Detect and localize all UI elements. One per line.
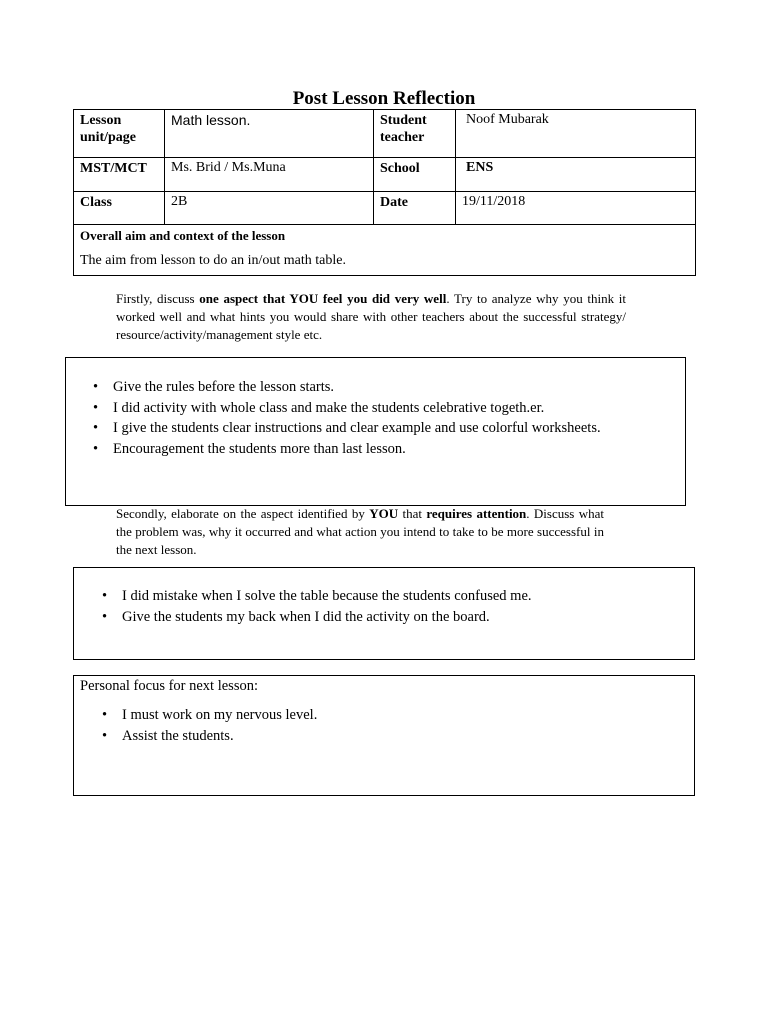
list-item: • Encouragement the students more than last lesson.: [87, 439, 685, 460]
list-item: • Assist the students.: [96, 726, 694, 747]
class-label: Class: [74, 192, 165, 225]
personal-focus-list: [96, 705, 694, 746]
school-value: ENS: [456, 158, 696, 192]
mst-label: MST/MCT: [74, 158, 165, 192]
mst-value: Ms. Brid / Ms.Muna: [165, 158, 374, 192]
lesson-unit-value: Math lesson.: [165, 110, 374, 158]
prompt-text: Firstly, discuss: [116, 291, 200, 306]
list-item: • Give the rules before the lesson starts.: [87, 377, 685, 398]
table-row: [74, 110, 696, 158]
attention-list: [96, 586, 694, 627]
prompt-text: . Discuss what the problem was, why it occurred and what action you intend to take to be more successful in the next lesson.: [116, 506, 605, 557]
prompt-text: that: [398, 506, 427, 521]
personal-focus-box: [73, 675, 695, 796]
table-row: [74, 158, 696, 192]
list-item: • I give the students clear instructions and clear example and use colorful worksheets.: [87, 418, 685, 439]
personal-focus-label: Personal focus for next lesson:: [80, 678, 258, 694]
student-teacher-label: Student teacher: [374, 110, 456, 158]
class-value: 2B: [165, 192, 374, 225]
lesson-unit-label: Lesson unit/page: [74, 110, 165, 158]
list-item: • Give the students my back when I did the activity on the board.: [96, 607, 694, 628]
prompt-emphasis: one aspect that YOU feel you did very well: [199, 291, 447, 306]
attention-box: [73, 567, 695, 660]
date-value: 19/11/2018: [456, 192, 696, 225]
prompt-did-well: [116, 290, 626, 344]
lesson-info-table: [73, 109, 696, 276]
prompt-attention: [116, 505, 604, 559]
list-item: • I must work on my nervous level.: [96, 705, 694, 726]
prompt-text: . Try to analyze why you think it worked well and what hints you would share with other teachers about the successful strategy/ resource/activity/management style etc.: [116, 291, 626, 342]
did-well-box: [65, 357, 686, 506]
prompt-text: Secondly, elaborate on the aspect identified by: [116, 506, 370, 521]
page-title: Post Lesson Reflection: [292, 88, 476, 109]
prompt-emphasis: YOU: [369, 506, 399, 521]
aim-label: Overall aim and context of the lesson: [80, 228, 286, 243]
list-item: • I did activity with whole class and make the students celebrative togeth.er.: [87, 398, 685, 419]
student-teacher-value: Noof Mubarak: [456, 110, 696, 158]
prompt-emphasis: requires attention: [426, 506, 527, 521]
date-label: Date: [374, 192, 456, 225]
table-row: [74, 225, 696, 276]
table-row: [74, 192, 696, 225]
did-well-list: [87, 377, 685, 459]
school-label: School: [374, 158, 456, 192]
list-item: • I did mistake when I solve the table because the students confused me.: [96, 586, 694, 607]
aim-value: The aim from lesson to do an in/out math table.: [80, 253, 346, 268]
aim-cell: [74, 225, 696, 276]
